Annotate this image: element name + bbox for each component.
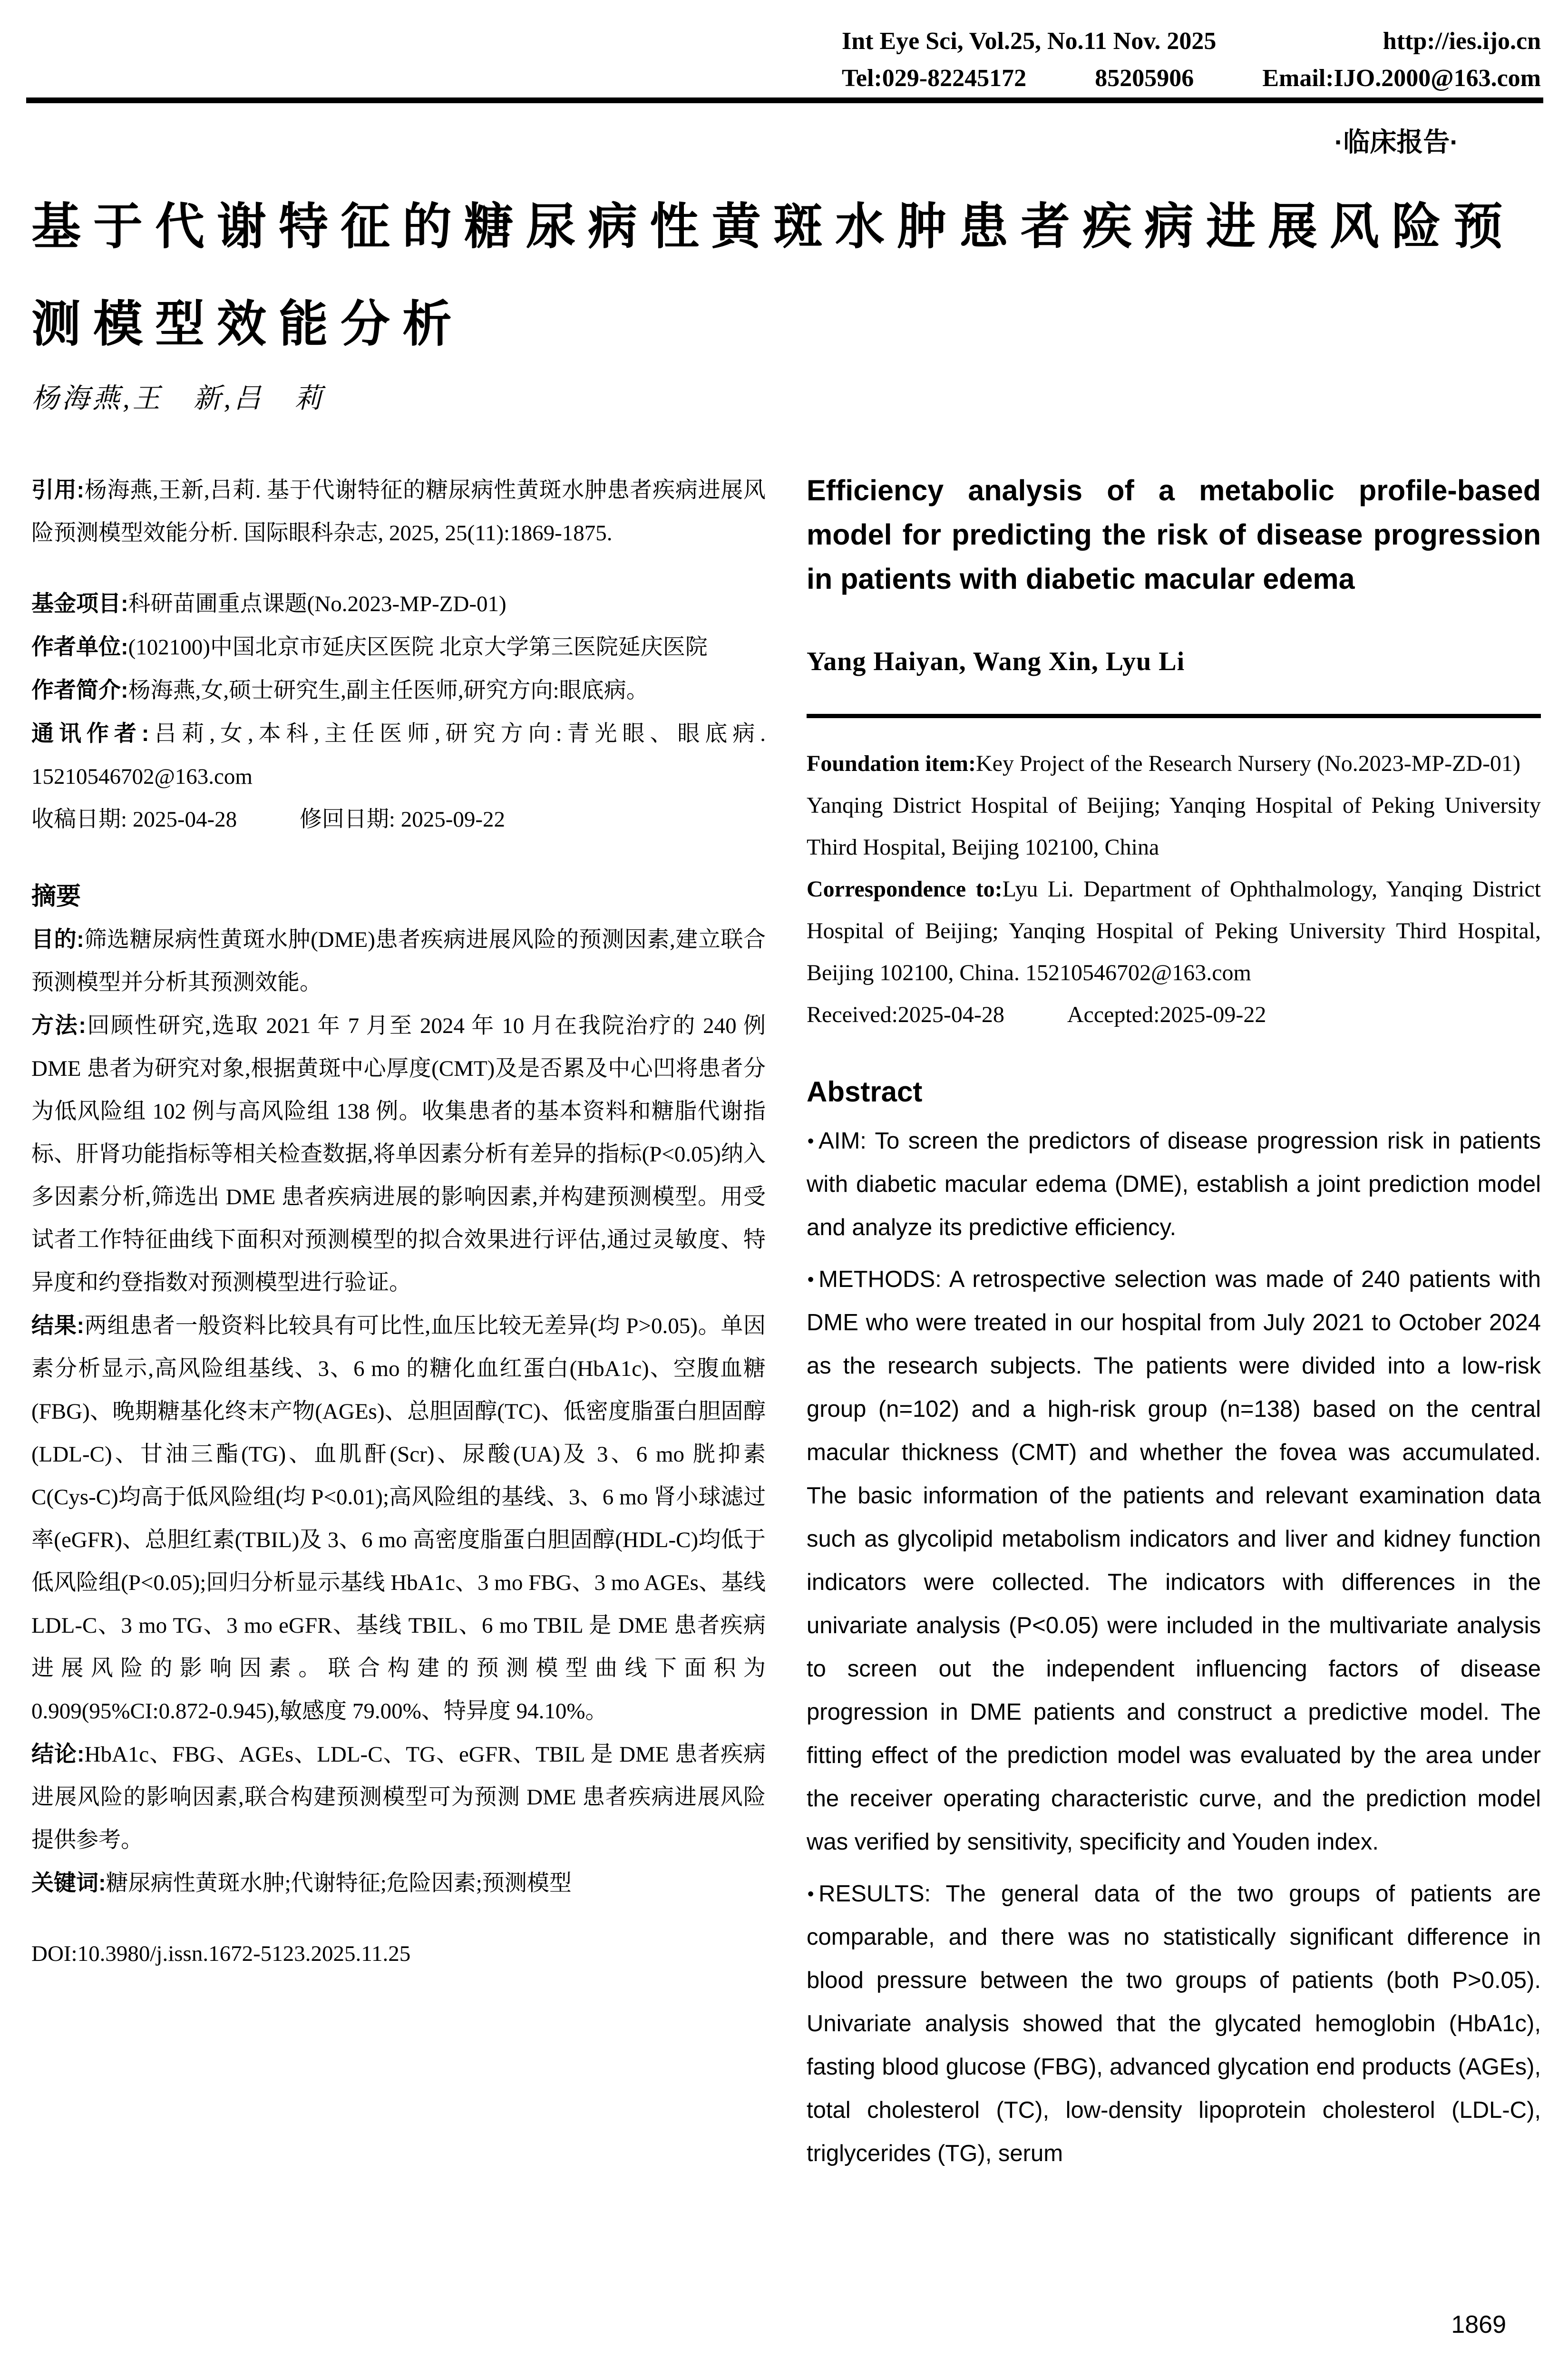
- received-date-en: 2025-04-28: [897, 1002, 1004, 1027]
- authors-en: Yang Haiyan, Wang Xin, Lyu Li: [807, 647, 1185, 676]
- bullet-icon: •: [807, 1269, 814, 1290]
- methods-label-zh: 方法:: [31, 1013, 86, 1038]
- foundation-label-zh: 基金项目:: [31, 591, 128, 616]
- author-bio-text: 杨海燕,女,硕士研究生,副主任医师,研究方向:眼底病。: [128, 678, 649, 703]
- abstract-header-en: Abstract: [807, 1076, 923, 1108]
- section-tag: ·临床报告·: [1334, 127, 1459, 157]
- foundation-paragraph-zh: [31, 582, 766, 625]
- results-text-zh: 两组患者一般资料比较具有可比性,血压比较无差异(均 P>0.05)。单因素分析显示,高风险组基线、3、6 mo 的糖化血红蛋白(HbA1c)、空腹血糖(FBG)、晚期糖基化终末产物(AGEs)、总胆固醇(TC)、低密度脂蛋白胆固醇(LDL-C)、甘油三酯(TG)、血肌酐(Scr)、尿酸(UA)及 3、6 mo 胱抑素 C(Cys-C)均高于低风险组(均 P<0.01);高风险组的基线、3、6 mo 肾小球滤过率(eGFR)、总胆红素(TBIL)及 3、6 mo 高密度脂蛋白胆固醇(HDL-C)均低于低风险组(P<0.05);回归分析显示基线 HbA1c、3 mo FBG、3 mo AGEs、基线 LDL-C、3 mo TG、3 mo eGFR、基线 TBIL、6 mo TBIL 是 DME 患者疾病进展风险的影响因素。联合构建的预测模型曲线下面积为 0.909(95%CI:0.872-0.945),敏感度 79.00%、特异度 94.10%。: [31, 1314, 766, 1724]
- received-date-zh: 2025-04-28: [132, 807, 237, 832]
- author-bio-paragraph: [31, 669, 766, 712]
- conclusion-label-zh: 结论:: [31, 1741, 85, 1766]
- foundation-text-zh: 科研苗圃重点课题(No.2023-MP-ZD-01): [128, 592, 506, 616]
- foundation-label-en: Foundation item:: [807, 751, 976, 776]
- journal-tel2: 85205906: [1095, 65, 1194, 92]
- revised-label-zh: 修回日期:: [299, 807, 395, 832]
- citation-paragraph: [31, 468, 766, 555]
- results-paragraph-zh: [31, 1304, 766, 1733]
- article-title-zh-line2: 测模型效能分析: [31, 297, 465, 352]
- citation-text: 杨海燕,王新,吕莉. 基于代谢特征的糖尿病性黄斑水肿患者疾病进展风险预测模型效能分析. 国际眼科杂志, 2025, 25(11):1869-1875.: [31, 478, 766, 546]
- column-english: [807, 468, 1541, 2175]
- revised-date-zh: 2025-09-22: [400, 807, 505, 832]
- results-text-en: The general data of the two groups of patients are comparable, and there was no statistically significant difference in blood pressure between the two groups of patients (both P>0.05). Univariate analysis showed that the glycated hemoglobin (HbA1c), fasting blood glucose (FBG), advanced glycation end products (AGEs), total cholesterol (TC), low-density lipoprotein cholesterol (LDL-C), triglycerides (TG), serum: [807, 1881, 1541, 2166]
- journal-header: [842, 23, 1541, 97]
- footnote-divider-rule: [807, 714, 1541, 718]
- author-bio-label: 作者简介:: [31, 677, 128, 702]
- article-title-zh: [31, 178, 1546, 373]
- foundation-text-en: Key Project of the Research Nursery (No.2023-MP-ZD-01): [976, 751, 1521, 776]
- keywords-label: 关键词:: [31, 1870, 106, 1895]
- aim-text-zh: 筛选糖尿病性黄斑水肿(DME)患者疾病进展风险的预测因素,建立联合预测模型并分析其预测效能。: [31, 927, 766, 995]
- methods-paragraph-en: [807, 1258, 1541, 1864]
- aim-label-zh: 目的:: [31, 926, 84, 952]
- journal-email: Email:IJO.2000@163.com: [1262, 65, 1541, 92]
- aim-text-en: To screen the predictors of disease progression risk in patients with diabetic macular edema (DME), establish a joint prediction model and analyze its predictive efficiency.: [807, 1128, 1541, 1240]
- journal-info-line: [842, 23, 1541, 60]
- journal-volume-text: Int Eye Sci, Vol.25, No.11 Nov. 2025: [842, 28, 1217, 55]
- header-divider-rule: [26, 97, 1543, 103]
- article-columns: [31, 468, 1541, 2175]
- foundation-paragraph-en: [807, 743, 1541, 785]
- abstract-body-en: [807, 1120, 1541, 2175]
- column-chinese: [31, 468, 766, 2175]
- keywords-paragraph: [31, 1861, 766, 1905]
- affiliation-paragraph-zh: [31, 625, 766, 669]
- journal-tel: Tel:029-82245172: [842, 65, 1027, 92]
- dates-line-zh: [31, 798, 766, 841]
- abstract-header-zh: 摘要: [31, 883, 81, 910]
- correspondence-text-zh: 吕莉,女,本科,主任医师,研究方向:青光眼、眼底病. 15210546702@163.com: [31, 721, 766, 789]
- correspondence-paragraph-en: [807, 868, 1541, 994]
- received-label-en: Received:: [807, 1002, 898, 1027]
- conclusion-paragraph-zh: [31, 1733, 766, 1861]
- correspondence-text-en: Lyu Li. Department of Ophthalmology, Yanqing District Hospital of Beijing; Yanqing Hospital of Peking University Third Hospital, Beijing 102100, China. 15210546702@163.com: [807, 877, 1541, 985]
- keywords-text: 糖尿病性黄斑水肿;代谢特征;危险因素;预测模型: [106, 1871, 572, 1896]
- methods-text-zh: 回顾性研究,选取 2021 年 7 月至 2024 年 10 月在我院治疗的 240 例 DME 患者为研究对象,根据黄斑中心厚度(CMT)及是否累及中心凹将患者分为低风险组 102 例与高风险组 138 例。收集患者的基本资料和糖脂代谢指标、肝肾功能指标等相关检查数据,将单因素分析有差异的指标(P<0.05)纳入多因素分析,筛选出 DME 患者疾病进展的影响因素,并构建预测模型。用受试者工作特征曲线下面积对预测模型的拟合效果进行评估,通过灵敏度、特异度和约登指数对预测模型进行验证。: [31, 1013, 766, 1295]
- article-title-zh-line1: 基于代谢特征的糖尿病性黄斑水肿患者疾病进展风险预: [31, 199, 1516, 254]
- journal-url: http://ies.ijo.cn: [1383, 28, 1541, 55]
- correspondence-paragraph-zh: [31, 712, 766, 798]
- doi-line: DOI:10.3980/j.issn.1672-5123.2025.11.25: [31, 1941, 411, 1966]
- aim-label-en: AIM:: [818, 1128, 867, 1154]
- correspondence-label-en: Correspondence to:: [807, 877, 1003, 902]
- citation-label: 引用:: [31, 477, 85, 502]
- footnote-block-en: [807, 743, 1541, 1036]
- affiliation-text-zh: (102100)中国北京市延庆区医院 北京大学第三医院延庆医院: [128, 635, 708, 660]
- affiliation-paragraph-en: Yanqing District Hospital of Beijing; Yanqing Hospital of Peking University Third Hospital, Beijing 102100, China: [807, 793, 1541, 860]
- accepted-label-en: Accepted:: [1067, 1002, 1160, 1027]
- page-number: 1869: [1451, 2311, 1506, 2338]
- methods-label-en: METHODS:: [818, 1266, 942, 1292]
- authors-zh: 杨海燕,王 新,吕 莉: [31, 383, 325, 414]
- bullet-icon: •: [807, 1883, 814, 1904]
- accepted-date-en: 2025-09-22: [1159, 1002, 1266, 1027]
- aim-paragraph-en: [807, 1120, 1541, 1249]
- methods-paragraph-zh: [31, 1004, 766, 1304]
- results-label-en: RESULTS:: [818, 1881, 931, 1907]
- results-label-zh: 结果:: [31, 1313, 85, 1338]
- aim-paragraph-zh: [31, 918, 766, 1004]
- affiliation-label-zh: 作者单位:: [31, 634, 128, 659]
- bullet-icon: •: [807, 1130, 814, 1151]
- received-label-zh: 收稿日期:: [31, 807, 127, 832]
- correspondence-label-zh: 通讯作者:: [31, 721, 149, 746]
- dates-line-en: [807, 994, 1541, 1036]
- methods-text-en: A retrospective selection was made of 240 patients with DME who were treated in our hospital from July 2021 to October 2024 as the research subjects. The patients were divided into a low-risk group (n=102) and a high-risk group (n=138) based on the central macular thickness (CMT) and whether the fovea was accumulated. The basic information of the patients and relevant examination data such as glycolipid metabolism indicators and liver and kidney function indicators were collected. The indicators with differences in the univariate analysis (P<0.05) were included in the multivariate analysis to screen out the independent influencing factors of disease progression in DME patients and construct a predictive model. The fitting effect of the prediction model was evaluated by the area under the receiver operating characteristic curve, and the prediction model was verified by sensitivity, specificity and Youden index.: [807, 1266, 1541, 1855]
- article-title-en: Efficiency analysis of a metabolic profile-based model for predicting the risk of disease progression in patients with diabetic macular edema: [807, 474, 1541, 595]
- journal-contact-line: [842, 60, 1541, 97]
- conclusion-text-zh: HbA1c、FBG、AGEs、LDL-C、TG、eGFR、TBIL 是 DME 患者疾病进展风险的影响因素,联合构建预测模型可为预测 DME 患者疾病进展风险提供参考。: [31, 1742, 766, 1852]
- results-paragraph-en: [807, 1872, 1541, 2175]
